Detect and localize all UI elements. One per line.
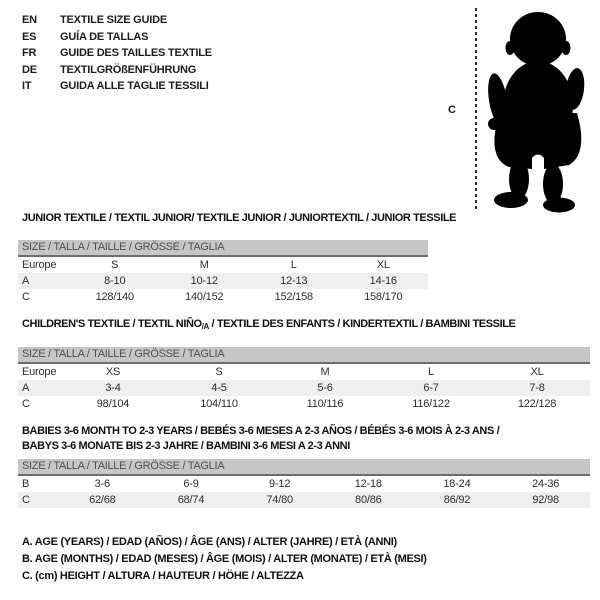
table-row (18, 273, 428, 289)
size-cell: 14-16 (369, 275, 397, 287)
language-code: EN (22, 14, 37, 26)
size-cell: 3-4 (105, 382, 121, 394)
size-cell: 140/152 (185, 291, 224, 303)
size-cell: 12-13 (280, 275, 308, 287)
section-title-babies (22, 424, 499, 454)
legend-line-b: B. AGE (MONTHS) / EDAD (MESES) / ÂGE (MOIS) / ALTER (MONATE) / ETÀ (MESI) (22, 552, 427, 565)
language-title: GUIDA ALLE TAGLIE TESSILI (60, 80, 209, 93)
language-title: TEXTILGRÖßENFÜHRUNG (60, 63, 197, 76)
size-cell: 116/122 (412, 398, 450, 410)
size-cell: 122/128 (517, 398, 557, 410)
size-cell: 12-18 (354, 478, 382, 490)
size-table (18, 476, 590, 508)
size-cell: 7-8 (529, 382, 545, 394)
height-measure-dashed-line (475, 8, 477, 209)
language-row (22, 62, 212, 79)
size-cell: 152/158 (274, 291, 313, 303)
legend (22, 534, 427, 584)
table-row (18, 289, 428, 305)
language-row (22, 29, 212, 46)
size-table (18, 257, 428, 305)
size-cell: 5-6 (317, 382, 333, 394)
size-cell: XS (105, 366, 121, 378)
size-cell: M (199, 259, 209, 271)
table-row (18, 380, 590, 396)
junior-size-table (18, 240, 428, 305)
language-title: TEXTILE SIZE GUIDE (60, 14, 168, 26)
table-row (18, 492, 590, 508)
legend-line-a: A. AGE (YEARS) / EDAD (AÑOS) / ÂGE (ANS) / ALTER (JAHRE) / ETÀ (ANNI) (22, 536, 397, 548)
size-table (18, 364, 590, 412)
row-label: Europe (22, 259, 57, 271)
size-cell: 98/104 (96, 398, 130, 410)
row-label: C (22, 291, 30, 303)
size-cell: XL (530, 366, 544, 378)
title-line: BABYS 3-6 MONATE BIS 2-3 JAHRE / BAMBINI 3-6 MESI A 2-3 ANNI (22, 440, 350, 452)
size-cell: 4-5 (211, 382, 227, 394)
section-title-junior: JUNIOR TEXTILE / TEXTIL JUNIOR/ TEXTILE JUNIOR / JUNIORTEXTIL / JUNIOR TESSILE (22, 212, 457, 224)
size-header-bar: SIZE / TALLA / TAILLE / GRÖSSE / TAGLIA (18, 459, 590, 476)
language-code: FR (22, 47, 37, 60)
size-cell: 24-36 (532, 478, 560, 490)
row-label: C (22, 494, 30, 506)
table-row (18, 257, 428, 273)
size-cell: 10-12 (190, 275, 218, 287)
size-cell: 62/68 (89, 494, 116, 506)
language-list (22, 12, 212, 95)
language-row (22, 78, 212, 95)
row-label: A (22, 382, 30, 394)
babies-size-table (18, 459, 590, 508)
size-header-bar: SIZE / TALLA / TAILLE / GRÖSSE / TAGLIA (18, 347, 590, 364)
size-cell: 74/80 (266, 494, 293, 506)
size-cell: 6-9 (183, 478, 199, 490)
table-row (18, 364, 590, 380)
language-code: ES (22, 30, 37, 43)
row-label: A (22, 275, 30, 287)
title-line: BABIES 3-6 MONTH TO 2-3 YEARS / BEBÉS 3-6 MESES A 2-3 AÑOS / BÉBÉS 3-6 MOIS À 2-3 ANS / (22, 425, 500, 437)
language-code: IT (22, 80, 32, 93)
size-cell: 92/98 (532, 494, 559, 506)
row-label: B (22, 478, 30, 490)
size-cell: 3-6 (94, 478, 110, 490)
measure-label-c: C (448, 104, 456, 116)
size-cell: L (428, 366, 434, 378)
language-title: GUIDE DES TAILLES TEXTILE (60, 47, 212, 60)
size-cell: 104/110 (200, 398, 238, 410)
row-label: Europe (22, 366, 57, 378)
size-header-bar: SIZE / TALLA / TAILLE / GRÖSSE / TAGLIA (18, 240, 428, 257)
size-cell: 9-12 (269, 478, 291, 490)
table-row (18, 476, 590, 492)
size-cell: 158/170 (364, 291, 403, 303)
toddler-silhouette (483, 3, 597, 215)
table-row (18, 396, 590, 412)
size-cell: 18-24 (443, 478, 471, 490)
size-cell: XL (376, 259, 390, 271)
title-subscript: /A (201, 322, 209, 331)
title-text: CHILDREN'S TEXTILE / TEXTIL NIÑO (22, 318, 202, 330)
language-row (22, 45, 212, 62)
size-cell: 8-10 (104, 275, 126, 287)
language-title: GUÍA DE TALLAS (60, 30, 149, 43)
size-cell: 80/86 (355, 494, 382, 506)
size-cell: S (215, 366, 223, 378)
language-row (22, 12, 212, 29)
size-cell: L (290, 259, 297, 271)
size-cell: S (111, 259, 119, 271)
size-cell: M (320, 366, 330, 378)
language-code: DE (22, 63, 37, 76)
section-title-children (22, 317, 516, 334)
size-cell: 86/92 (443, 494, 471, 506)
legend-line-c: C. (cm) HEIGHT / ALTURA / HAUTEUR / HÖHE / ALTEZZA (22, 569, 304, 582)
row-label: C (22, 398, 30, 410)
size-cell: 6-7 (423, 382, 439, 394)
size-cell: 128/140 (95, 291, 134, 303)
title-text: / TEXTILE DES ENFANTS / KINDERTEXTIL / BAMBINI TESSILE (208, 318, 516, 330)
children-size-table (18, 347, 590, 412)
size-cell: 68/74 (177, 494, 205, 506)
size-cell: 110/116 (306, 398, 344, 410)
